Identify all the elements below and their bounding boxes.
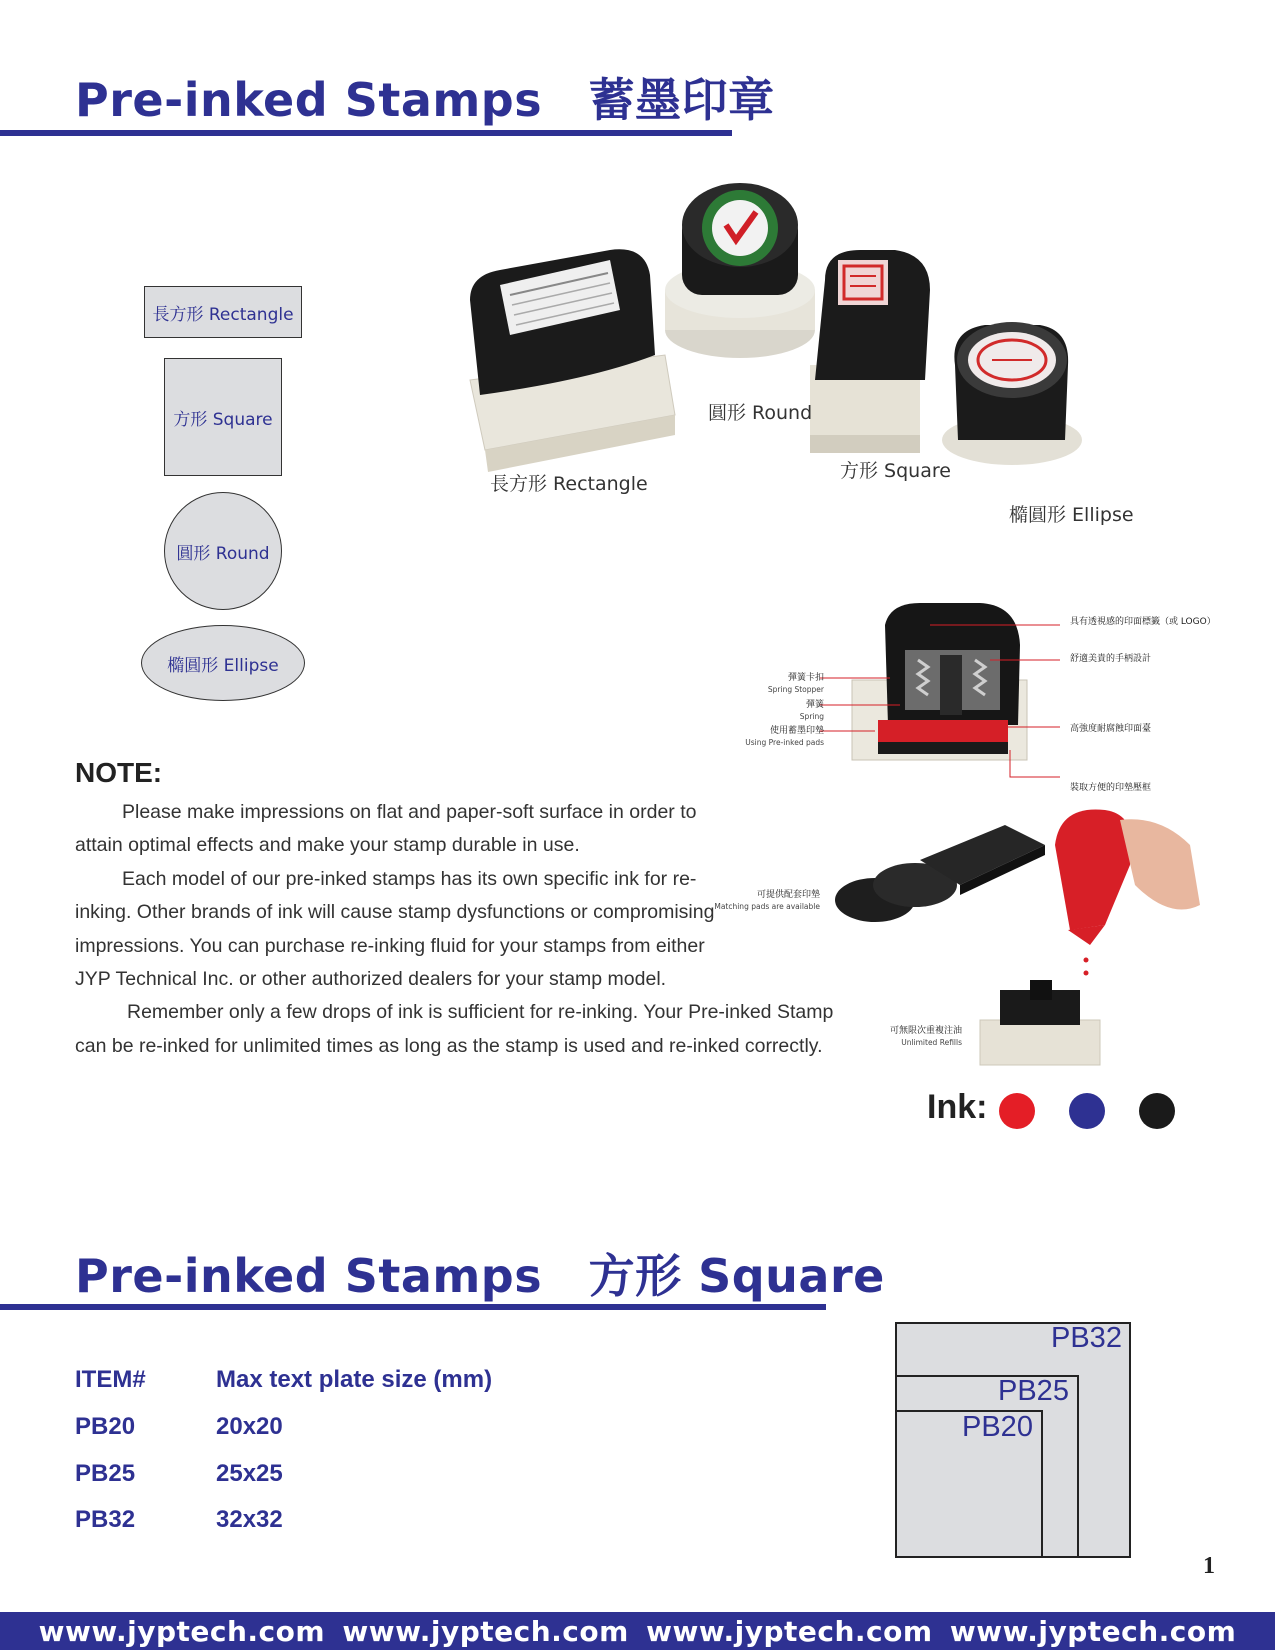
ink-bottle-image bbox=[1055, 809, 1200, 975]
label-matching-pads-en: Matching pads are available bbox=[714, 902, 820, 911]
title-underline bbox=[0, 130, 732, 136]
label-unlimited-refills-en: Unlimited Refills bbox=[901, 1038, 962, 1047]
footer-link[interactable]: www.jyptech.com bbox=[949, 1614, 1237, 1648]
table-row-size: 32x32 bbox=[216, 1506, 283, 1533]
ink-swatch-red bbox=[999, 1093, 1035, 1129]
label-frame: 裝取方便的印墊壓框 bbox=[1070, 783, 1152, 793]
footer-link[interactable]: www.jyptech.com bbox=[646, 1614, 933, 1648]
shape-square bbox=[164, 358, 282, 476]
note-paragraph: Remember only a few drops of ink is sufficient for re-inking. Your Pre-inked Stamp can be re-inked for unlimited times as long as the stamp is used and re-inked correctly. bbox=[75, 1001, 834, 1057]
label-unlimited-refills-cn: 可無限次重複注油 bbox=[889, 1026, 962, 1036]
refill-stamp-image bbox=[980, 980, 1100, 1065]
label-spring-stopper-en: Spring Stopper bbox=[767, 685, 824, 694]
table-row-item: PB32 bbox=[75, 1506, 136, 1533]
note-paragraph: Please make impressions on flat and paper-soft surface in order to attain optimal effects and make your stamp durable in use. bbox=[75, 801, 697, 857]
round-stamp-image bbox=[665, 183, 815, 358]
label-spring-en: Spring bbox=[799, 712, 824, 721]
rectangle-stamp-image bbox=[470, 249, 675, 472]
matching-pads-image bbox=[835, 825, 1045, 922]
table-row-size: 20x20 bbox=[216, 1413, 283, 1440]
square-stamp-image bbox=[810, 250, 930, 453]
note-paragraph: Each model of our pre-inked stamps has its own specific ink for re-inking. Other brands of ink will cause stamp dysfunctions or compromising impressions. You can purchase re-inking fluid for your stamps from either JYP Technical Inc. or other authorized dealers for your stamp model. bbox=[75, 867, 715, 991]
ellipse-stamp-image bbox=[942, 322, 1082, 465]
label-pads bbox=[702, 726, 824, 748]
label-handle: 舒適美貴的手柄設計 bbox=[1070, 654, 1152, 664]
table-header-item: ITEM# bbox=[75, 1366, 146, 1393]
label-base: 高強度耐腐蝕印面臺 bbox=[1070, 724, 1152, 734]
page-title: Pre-inked Stamps 蓄墨印章 bbox=[75, 73, 775, 127]
table-row-item: PB20 bbox=[75, 1413, 136, 1440]
footer-link[interactable]: www.jyptech.com bbox=[38, 1614, 326, 1648]
label-pads-cn: 使用蓄墨印墊 bbox=[769, 726, 824, 736]
shape-rectangle bbox=[144, 286, 302, 338]
page-number: 1 bbox=[1203, 1553, 1215, 1579]
label-transparent-logo: 具有透視感的印面標籤（或 LOGO） bbox=[1070, 617, 1216, 627]
footer-bar bbox=[0, 1612, 1275, 1650]
label-pads-en: Using Pre-inked pads bbox=[745, 738, 824, 747]
photo-caption-rectangle: 長方形 Rectangle bbox=[490, 473, 648, 495]
table-row-size: 25x25 bbox=[216, 1460, 283, 1487]
table-header-size: Max text plate size (mm) bbox=[216, 1366, 493, 1393]
shape-ellipse bbox=[141, 625, 305, 701]
shape-round bbox=[164, 492, 282, 610]
shape-ellipse-label: 橢圓形 Ellipse bbox=[167, 655, 279, 676]
label-spring-stopper bbox=[722, 673, 824, 695]
label-matching-pads-cn: 可提供配套印墊 bbox=[756, 890, 820, 900]
size-label-pb20: PB20 bbox=[962, 1411, 1033, 1443]
table-row-item: PB25 bbox=[75, 1460, 136, 1487]
ink-label: Ink: bbox=[927, 1088, 988, 1126]
note-body bbox=[75, 796, 865, 1063]
photo-caption-ellipse: 橢圓形 Ellipse bbox=[1009, 504, 1134, 526]
section-title-square: Pre-inked Stamps 方形 Square bbox=[75, 1249, 885, 1303]
shape-round-label: 圓形 Round bbox=[176, 543, 270, 564]
shape-square-label: 方形 Square bbox=[173, 409, 273, 430]
size-label-pb32: PB32 bbox=[1051, 1322, 1122, 1354]
footer-link[interactable]: www.jyptech.com bbox=[342, 1614, 629, 1648]
note-heading: NOTE: bbox=[75, 757, 163, 788]
ink-swatch-blue bbox=[1069, 1093, 1105, 1129]
ink-swatch-black bbox=[1139, 1093, 1175, 1129]
size-label-pb25: PB25 bbox=[998, 1375, 1069, 1407]
photo-caption-round: 圓形 Round bbox=[708, 402, 813, 424]
label-spring-cn: 彈簧 bbox=[805, 700, 824, 710]
shape-rectangle-label: 長方形 Rectangle bbox=[152, 304, 294, 325]
label-spring-stopper-cn: 彈簧卡扣 bbox=[787, 673, 824, 683]
photo-caption-square: 方形 Square bbox=[840, 460, 951, 482]
label-spring bbox=[722, 700, 824, 722]
label-unlimited-refills bbox=[850, 1026, 962, 1048]
diagram-leader-lines bbox=[820, 600, 1065, 800]
section-underline-square bbox=[0, 1304, 826, 1310]
